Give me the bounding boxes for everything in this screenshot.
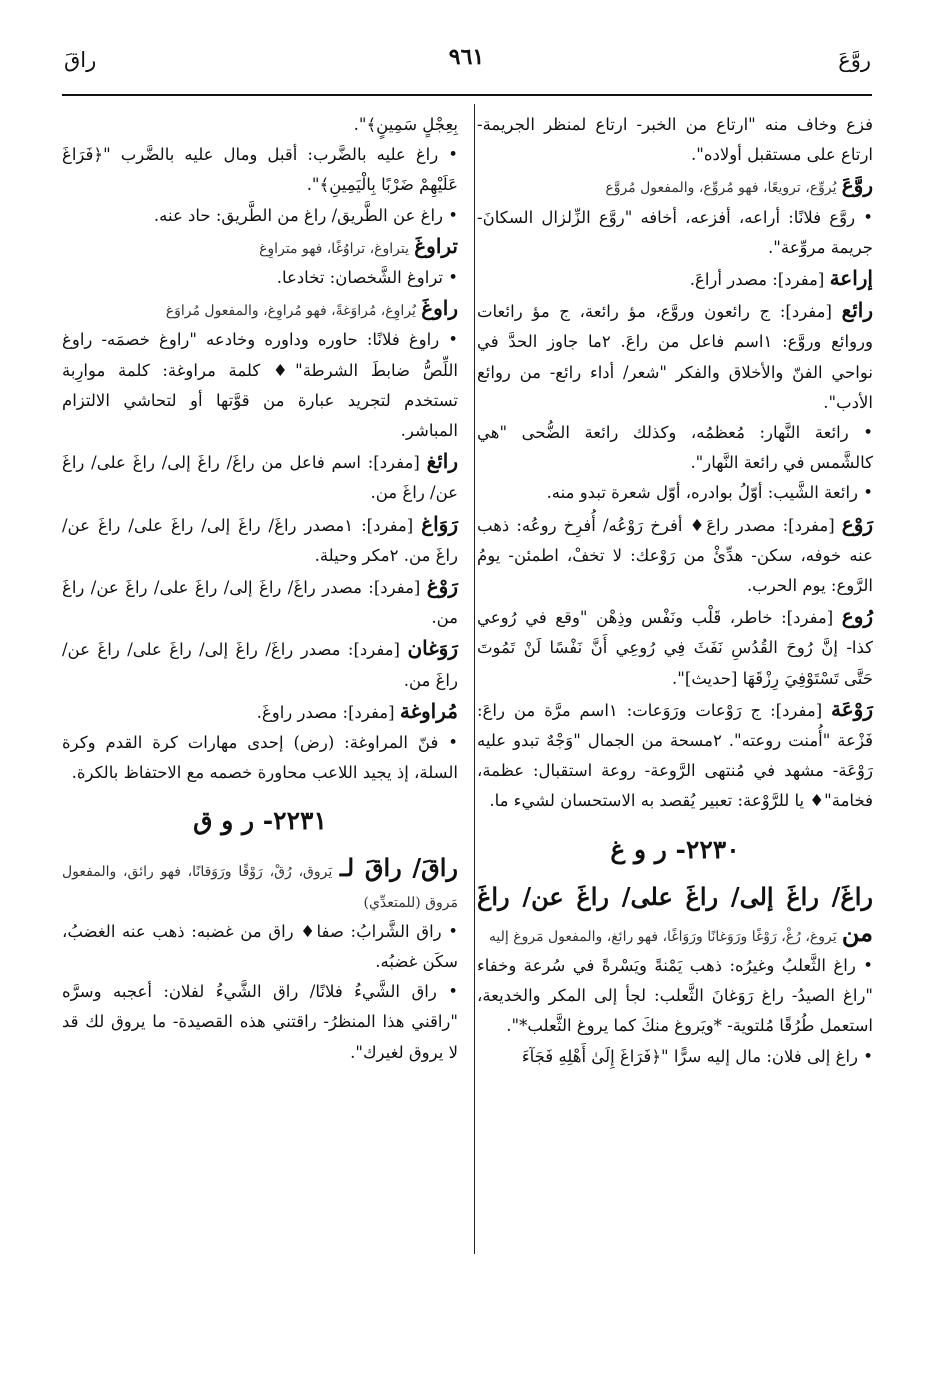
dictionary-entry [477,478,873,508]
entry-definition: [مفرد]: مصدر راغَ/ راغَ إلى/ راغَ على/ راغَ عن/ راغَ من. [62,640,458,690]
dictionary-entry [477,203,873,263]
dictionary-entry [477,601,873,694]
entry-conjugation: يُراوِغ، مُراوَغةً، فهو مُراوِغ، والمفعول مُراوَغ [165,303,416,320]
entry-headword: رائغ [426,449,458,474]
dictionary-entry [62,571,458,633]
entry-definition: • روَّع فلانًا: أراعه، أفزعه، أخافه "روَّع الزِّلزال السكانَ- جريمة مروِّعة". [477,207,873,257]
entry-headword: رَوْع [841,511,874,536]
dictionary-entry [62,201,458,231]
entry-headword: رَوْعَة [831,696,873,721]
entry-definition: [مفرد]: ج رائعون وروَّع، مؤ رائعة، ج مؤ رائعات وروائع وروَّع: ١اسم فاعل من راعَ. ٢ما جاوز الحدَّ في نواحي الفنّ والأخلاق والفكر "شعر/ أداء رائع- من روائع الأدب". [477,302,873,412]
section-heading-rwgh: ٢٢٣٠- ر و غ [610,834,740,864]
dictionary-entry [477,263,873,295]
entry-conjugation: يتراوغ، تراوُغًا، فهو متراوِغ [259,240,409,257]
left-column-entries [62,110,458,788]
dictionary-entry [477,694,873,817]
entry-headword: رُوع [841,604,874,629]
dictionary-entry [62,446,458,508]
entry-conjugation: يُروِّع، ترويعًا، فهو مُروِّع، والمفعول مُروَّع [605,180,837,197]
dictionary-entry [477,879,873,951]
entry-definition: • فنّ المراوغة: (رض) إحدى مهارات كرة القدم وكرة السلة، إذ يجيد اللاعب محاورة خصمه مع الاحتفاظ بالكرة. [62,733,458,783]
right-section-entries [477,879,873,1072]
entry-definition: بِعِجْلٍ سَمِينٍ﴾". [353,115,458,134]
entry-definition: [مفرد]: ١مصدر راغَ/ راغَ إلى/ راغَ على/ راغَ عن/ راغَ من. ٢مكر وحيلة. [62,515,458,565]
left-section-entries [62,850,458,1067]
dictionary-entry [477,951,873,1042]
entry-headword: رائع [841,298,873,323]
dictionary-entry [62,293,458,325]
section-heading-rwq: ٢٢٣١- ر و ق [193,806,327,836]
entry-definition: [مفرد]: اسم فاعل من راغَ/ راغَ إلى/ راغَ على/ راغَ عن/ راغَ من. [62,453,458,503]
entry-headword: روَّعَ [841,173,873,198]
dictionary-entry [477,509,873,602]
entry-definition: فزع وخاف منه "ارتاع من الخبر- ارتاع لمنظر الجريمة- ارتاع على مستقبل أولاده". [477,115,873,165]
entry-definition: • راغ إلى فلان: مال إليه سرًّا "﴿فَرَاغَ إِلَىٰ أَهْلِهِ فَجَآءَ [521,1046,873,1066]
entry-definition: • راوغ فلانًا: حاوره وداوره وخادعه "راوغ خصمَه- راوغ اللِّصُّ ضابطَ الشرطة"♦ كلمة مراوغة: كلمة موارِبة تستخدم لتجريد عبارة من قوَّتها أو لتحاشي الالتزام المباشر. [62,330,458,441]
entry-definition: [مفرد]: مصدر أراعَ. [689,270,825,290]
entry-headword: رَوَغان [407,636,458,661]
entry-headword: رَوْغ [426,574,458,599]
dictionary-entry [477,1042,873,1072]
entry-definition: [مفرد]: مصدر راوغَ. [256,702,395,722]
dictionary-entry [62,977,458,1068]
dictionary-entry [477,295,873,418]
entry-conjugation: يَروق، رُقْ، رَوْقًا ورَوَقانًا، فهو رائق، والمفعول مَروق (للمتعدِّي) [62,864,458,911]
entry-headword: راقَ/ راقَ لـ [339,853,459,883]
running-head-left: راقَ [64,48,97,72]
entry-headword: مُراوغة [399,698,458,723]
dictionary-entry [62,263,458,293]
dictionary-entry [62,633,458,695]
left-column [62,110,458,1068]
entry-headword: راوغَ [421,296,458,321]
entry-headword: راغَ/ راغَ إلى/ راغَ على/ راغَ عن/ راغَ من [477,881,873,947]
column-divider [474,104,475,1254]
page-number: ٩٦١ [448,44,485,70]
dictionary-entry [62,509,458,571]
dictionary-entry [62,231,458,263]
dictionary-entry [477,418,873,478]
entry-headword: إراعة [829,266,873,291]
dictionary-entry [62,917,458,977]
entry-headword: رَوَاغ [421,511,458,536]
header-rule [62,94,872,96]
entry-definition: • رائعة الشَّيب: أوّلُ بوادره، أوّل شعرة تبدو منه. [546,483,873,503]
entry-definition: • راغ عليه بالضَّرب: أقبل ومال عليه بالضَّرب "﴿فَرَاغَ عَلَيْهِمْ ضَرْبًا بِالْيَمِينِ﴾". [62,145,458,195]
entry-definition: [مفرد]: مصدر راعَ♦ أفرخ رَوْعُه/ أُفرِخ روعُه: ذهب عنه خوفه، سكن- هدِّئْ من رَوْعك: لا تخفْ، اطمئن- يومُ الرَّوع: يوم الحرب. [477,515,873,596]
entry-definition: [مفرد]: خاطر، قَلْب ونَفْس وذِهْن "وقع في رُوعي كذا- إنَّ رُوحَ القُدُسِ نَفَثَ فِي رُوعِي أَنَّ نَفْسًا لَنْ تَمُوتَ حَتَّى تَسْتَوْفِيَ رِزْقَهَا [حديث]". [477,608,873,688]
running-head-right: روَّعَ [838,48,871,72]
entry-definition: • راغ عن الطَّريق/ راغ من الطَّريق: حاد عنه. [153,205,458,225]
dictionary-entry [62,850,458,916]
dictionary-entry [62,140,458,200]
entry-definition: [مفرد]: مصدر راغَ/ راغَ إلى/ راغَ على/ راغَ عن/ راغَ من. [62,578,458,628]
dictionary-entry [477,110,873,170]
entry-definition: • رائعة النَّهار: مُعظمُه، وكذلك رائعة الضُّحى "هي كالشَّمس في رائعة النَّهار". [477,423,873,473]
dictionary-entry [62,728,458,788]
right-column-entries [477,110,873,817]
dictionary-entry [62,696,458,728]
dictionary-entry [62,325,458,446]
dictionary-entry [62,110,458,140]
entry-definition: [مفرد]: ج رَوْعات ورَوَعات: ١اسم مرَّة من راعَ: فَزْعة "أُمنت روعته". ٢مسحة من الجمال "وَجْهٌ تبدو عليه رَوْعَة- مشهد في مُنتهى الرَّوعة- روعة استقبال: عظمة، فخامة"♦ يا للرَّوْعة: تعبير يُقصد به الاستحسان لشيء ما. [477,700,873,811]
entry-definition: • راغ الثَّعلبُ وغيرُه: ذهب يَمْنةً ويَسْرةً في سُرعة وخفاء "راغ الصيدُ- راغ رَوَغانَ الثَّعلب: لجأ إلى المكر والخديعة، استعمل طُرُقًا مُلتوية- *ويَروغ منكَ كما يروغ الثَّعلب*". [477,956,873,1036]
right-column [477,110,873,1072]
entry-definition: • تراوغ الشَّخصان: تخادعا. [276,268,458,288]
dictionary-entry [477,170,873,202]
entry-definition: • راق الشَّيءُ فلانًا/ راق الشَّيءُ لفلان: أعجبه وسرَّه "راقني هذا المنظرُ- راقتني هذه القصيدة- ما يروق لك قد لا يروق لغيرك". [62,982,458,1062]
entry-definition: • راق الشَّرابُ: صفا♦ راق من غضبه: ذهب عنه الغضبُ، سكَن غضبُه. [62,921,458,972]
entry-conjugation: يَروغ، رُغْ، رَوْغًا ورَوَغانًا ورَوَاغًا، فهو رائغ، والمفعول مَروغ إليه [488,928,837,945]
entry-headword: تراوغَ [414,233,458,258]
